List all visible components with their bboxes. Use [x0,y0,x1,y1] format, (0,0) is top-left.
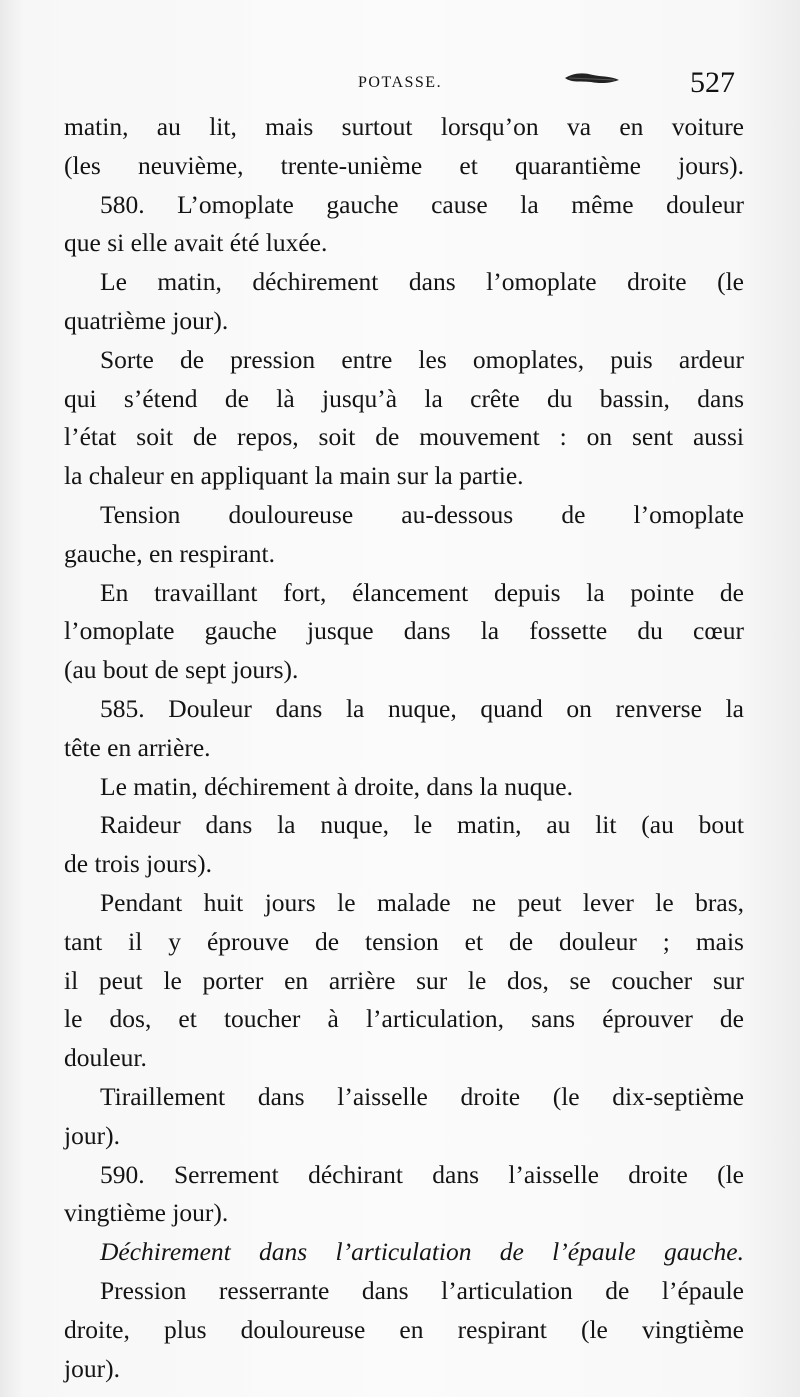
text-line: quatrième jour). [64,305,229,335]
text-line: que si elle avait été luxée. [64,228,328,258]
body-text [64,108,744,1388]
page-header [0,66,800,106]
text-line: En travaillant fort, élancement depuis la pointe de [100,577,744,607]
running-title: POTASSE. [358,74,443,91]
text-line: de trois jours). [64,849,213,879]
text-line: il peut le porter en arrière sur le dos, se coucher sur [64,965,744,995]
text-line: Sorte de pression entre les omoplates, puis ardeur [100,344,744,374]
page-number: 527 [690,66,735,99]
text-line: (les neuvième, trente-unième et quarantième jours). [64,150,744,180]
text-line: (au bout de sept jours). [64,655,299,685]
text-line: vingtième jour). [64,1198,229,1228]
text-line: Pendant huit jours le malade ne peut lever le bras, [100,887,744,917]
text-line: droite, plus douloureuse en respirant (le vingtième [64,1314,744,1344]
text-line: Tension douloureuse au-dessous de l’omoplate [100,499,744,529]
text-line: douleur. [64,1043,147,1073]
paragraph-580-line: 580. L’omoplate gauche cause la même douleur [100,189,744,219]
text-line: qui s’étend de là jusqu’à la crête du bassin, dans [64,383,744,413]
italic-heading-line: Déchirement dans l’articulation de l’épaule gauche. [100,1237,744,1267]
text-line: gauche, en respirant. [64,538,275,568]
text-line: Raideur dans la nuque, le matin, au lit (au bout [100,810,744,840]
text-line: la chaleur en appliquant la main sur la partie. [64,461,524,491]
text-line: jour). [64,1353,120,1383]
paragraph-590-line: 590. Serrement déchirant dans l’aisselle droite (le [100,1159,744,1189]
text-line: Le matin, déchirement à droite, dans la nuque. [100,771,573,801]
text-line: Tiraillement dans l’aisselle droite (le dix-septième [100,1081,744,1111]
text-line: Le matin, déchirement dans l’omoplate droite (le [100,267,744,297]
text-line: matin, au lit, mais surtout lorsqu’on va en voiture [64,112,744,141]
text-line: Pression resserrante dans l’articulation de l’épaule [100,1275,744,1305]
text-line: tête en arrière. [64,732,211,762]
text-line: tant il y éprouve de tension et de douleur ; mais [64,926,744,956]
text-line: le dos, et toucher à l’articulation, sans éprouver de [64,1004,744,1034]
text-line: l’état soit de repos, soit de mouvement : on sent aussi [64,422,744,452]
paragraph-585-line: 585. Douleur dans la nuque, quand on renverse la [100,693,744,723]
text-line: l’omoplate gauche jusque dans la fossette du cœur [64,616,744,646]
printer-ornament-icon [563,71,621,85]
text-line: jour). [64,1120,120,1150]
